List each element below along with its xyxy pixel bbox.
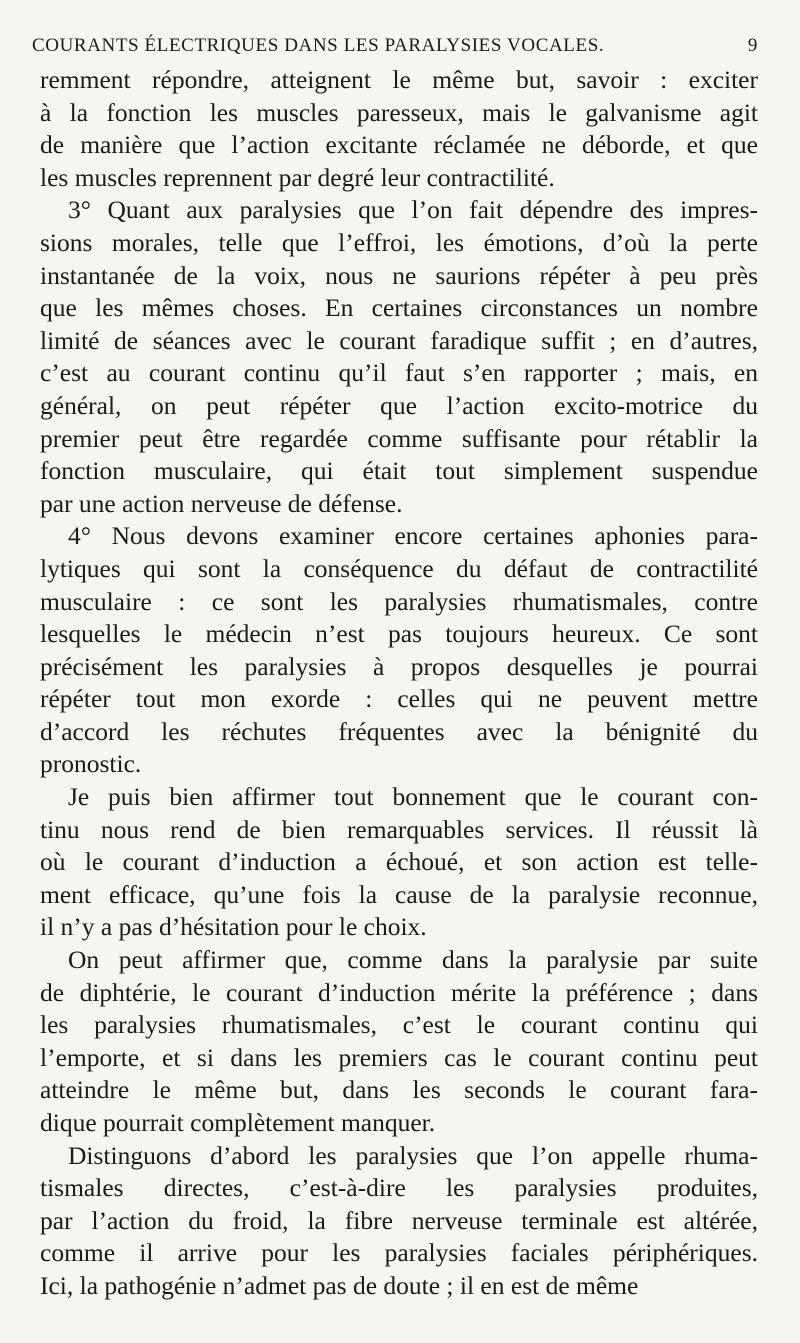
text-line: lytiques qui sont la conséquence du défaut de contractilité — [40, 553, 758, 583]
text-line: Je puis bien affirmer tout bonnement que le courant con- — [68, 782, 758, 812]
text-line: tismales directes, c’est-à-dire les paralysies produites, — [40, 1173, 758, 1203]
body-text — [40, 64, 758, 1303]
text-line: 4° Nous devons examiner encore certaines aphonies para- — [68, 521, 758, 551]
text-line: c’est au courant continu qu’il faut s’en rapporter ; mais, en — [40, 358, 758, 388]
text-line: l’emporte, et si dans les premiers cas le courant continu peut — [40, 1042, 758, 1072]
running-title: COURANTS ÉLECTRIQUES DANS LES PARALYSIES VOCALES. — [32, 35, 605, 56]
paragraph — [40, 520, 758, 781]
text-line: dique pourrait complètement manquer. — [40, 1108, 436, 1137]
paragraph — [40, 781, 758, 944]
text-line: remment répondre, atteignent le même but, savoir : exciter — [40, 65, 758, 94]
text-line: ment efficace, qu’une fois la cause de la paralysie reconnue, — [40, 879, 758, 909]
text-line: il n’y a pas d’hésitation pour le choix. — [40, 912, 427, 942]
paragraph — [40, 64, 758, 194]
text-line: musculaire : ce sont les paralysies rhumatismales, contre — [40, 586, 758, 616]
text-line: atteindre le même but, dans les seconds le courant fara- — [40, 1075, 758, 1105]
page-number: 9 — [747, 35, 758, 56]
text-line: pronostic. — [40, 749, 142, 779]
text-line: par une action nerveuse de défense. — [40, 488, 403, 518]
text-line: par l’action du froid, la fibre nerveuse terminale est altérée, — [40, 1205, 758, 1235]
text-line: 3° Quant aux paralysies que l’on fait dépendre des impres- — [68, 195, 758, 225]
text-line: premier peut être regardée comme suffisante pour rétablir la — [40, 423, 758, 453]
text-line: général, on peut répéter que l’action excito-motrice du — [40, 390, 758, 420]
text-line: d’accord les réchutes fréquentes avec la bénignité du — [40, 716, 758, 746]
book-page — [32, 28, 758, 1303]
text-line: les muscles reprennent par degré leur contractilité. — [40, 162, 555, 192]
text-line: de manière que l’action excitante réclamée ne déborde, et que — [40, 130, 758, 160]
text-line: Ici, la pathogénie n’admet pas de doute ; il en est de même — [40, 1270, 639, 1300]
text-line: On peut affirmer que, comme dans la paralysie par suite — [68, 945, 758, 975]
text-line: où le courant d’induction a échoué, et son action est telle- — [40, 847, 758, 877]
paragraph — [40, 194, 758, 520]
text-line: de diphtérie, le courant d’induction mérite la préférence ; dans — [40, 977, 758, 1007]
paragraph — [40, 1140, 758, 1303]
text-line: comme il arrive pour les paralysies faciales périphériques. — [40, 1238, 758, 1268]
text-line: lesquelles le médecin n’est pas toujours heureux. Ce sont — [40, 619, 758, 649]
text-line: que les mêmes choses. En certaines circonstances un nombre — [40, 293, 758, 323]
text-line: les paralysies rhumatismales, c’est le courant continu qui — [40, 1010, 758, 1040]
text-line: précisément les paralysies à propos desquelles je pourrai — [40, 651, 758, 681]
text-line: instantanée de la voix, nous ne saurions répéter à peu près — [40, 260, 758, 290]
text-line: sions morales, telle que l’effroi, les émotions, d’où la perte — [40, 227, 758, 257]
text-line: limité de séances avec le courant faradique suffit ; en d’autres, — [40, 325, 758, 355]
text-line: Distinguons d’abord les paralysies que l’on appelle rhuma- — [68, 1140, 758, 1170]
paragraph — [40, 944, 758, 1140]
text-line: tinu nous rend de bien remarquables services. Il réussit là — [40, 814, 758, 844]
running-head — [32, 28, 758, 64]
text-line: répéter tout mon exorde : celles qui ne peuvent mettre — [40, 684, 758, 714]
text-line: fonction musculaire, qui était tout simplement suspendue — [40, 456, 758, 486]
text-line: à la fonction les muscles paresseux, mais le galvanisme agit — [40, 97, 758, 127]
